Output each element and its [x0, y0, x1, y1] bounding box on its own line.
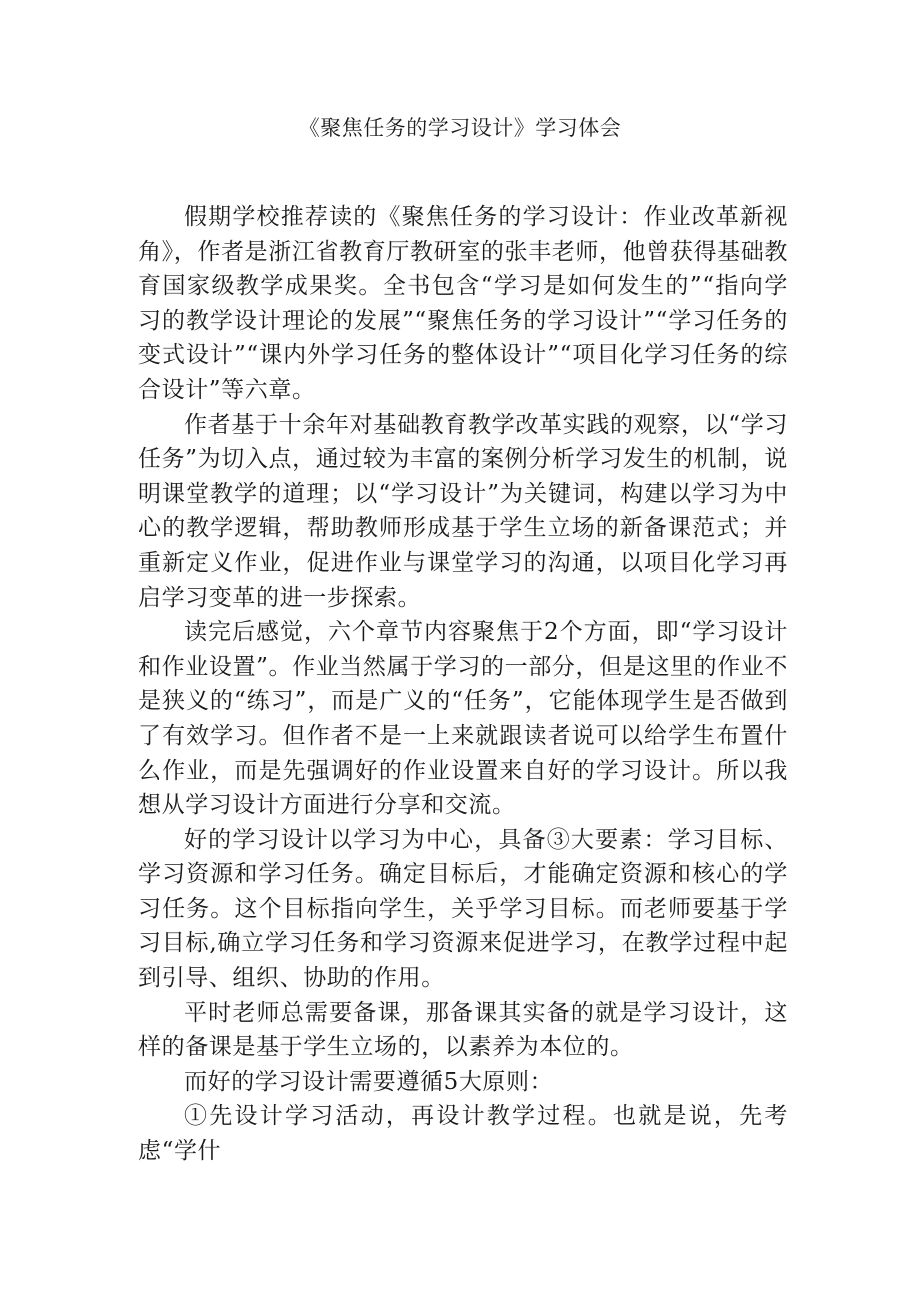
paragraph-intro: 假期学校推荐读的《聚焦任务的学习设计：作业改革新视角》，作者是浙江省教育厅教研室的张丰老师，他曾获得基础教育国家级教学成果奖。全书包含“学习是如何发生的”“指向学习的教学设计理论的发展”“聚焦任务的学习设计”“学习任务的变式设计”“课内外学习任务的整体设计”“项目化学习任务的综合设计”等六章。 [138, 204, 788, 403]
document-title: 《聚焦任务的学习设计》学习体会 [298, 116, 622, 140]
paragraph-reading-impression: 读完后感觉，六个章节内容聚焦于2个方面，即“学习设计和作业设置”。作业当然属于学习的一部分，但是这里的作业不是狭义的“练习”，而是广义的“任务”，它能体现学生是否做到了有效学习。但作者不是一上来就跟读者说可以给学生布置什么作业，而是先强调好的作业设置来自好的学习设计。所以我想从学习设计方面进行分享和交流。 [138, 619, 788, 819]
paragraph-lesson-prep: 平时老师总需要备课，那备课其实备的就是学习设计，这样的备课是基于学生立场的，以素养为本位的。 [138, 999, 788, 1061]
document-body [138, 200, 788, 1169]
paragraph-principle-one: ①先设计学习活动，再设计教学过程。也就是说，先考虑“学什 [138, 1103, 788, 1165]
paragraph-principles-intro: 而好的学习设计需要遵循5大原则： [184, 1068, 554, 1095]
paragraph-design-elements: 好的学习设计以学习为中心，具备③大要素：学习目标、学习资源和学习任务。确定目标后，才能确定资源和核心的学习任务。这个目标指向学生，关乎学习目标。而老师要基于学习目标,确立学习任务和学习资源来促进学习，在教学过程中起到引导、组织、协助的作用。 [138, 826, 788, 992]
paragraph-author-view: 作者基于十余年对基础教育教学改革实践的观察，以“学习任务”为切入点，通过较为丰富的案例分析学习发生的机制，说明课堂教学的道理；以“学习设计”为关键词，构建以学习为中心的教学逻辑，帮助教师形成基于学生立场的新备课范式；并重新定义作业，促进作业与课堂学习的沟通，以项目化学习再启学习变革的进一步探索。 [138, 411, 788, 611]
